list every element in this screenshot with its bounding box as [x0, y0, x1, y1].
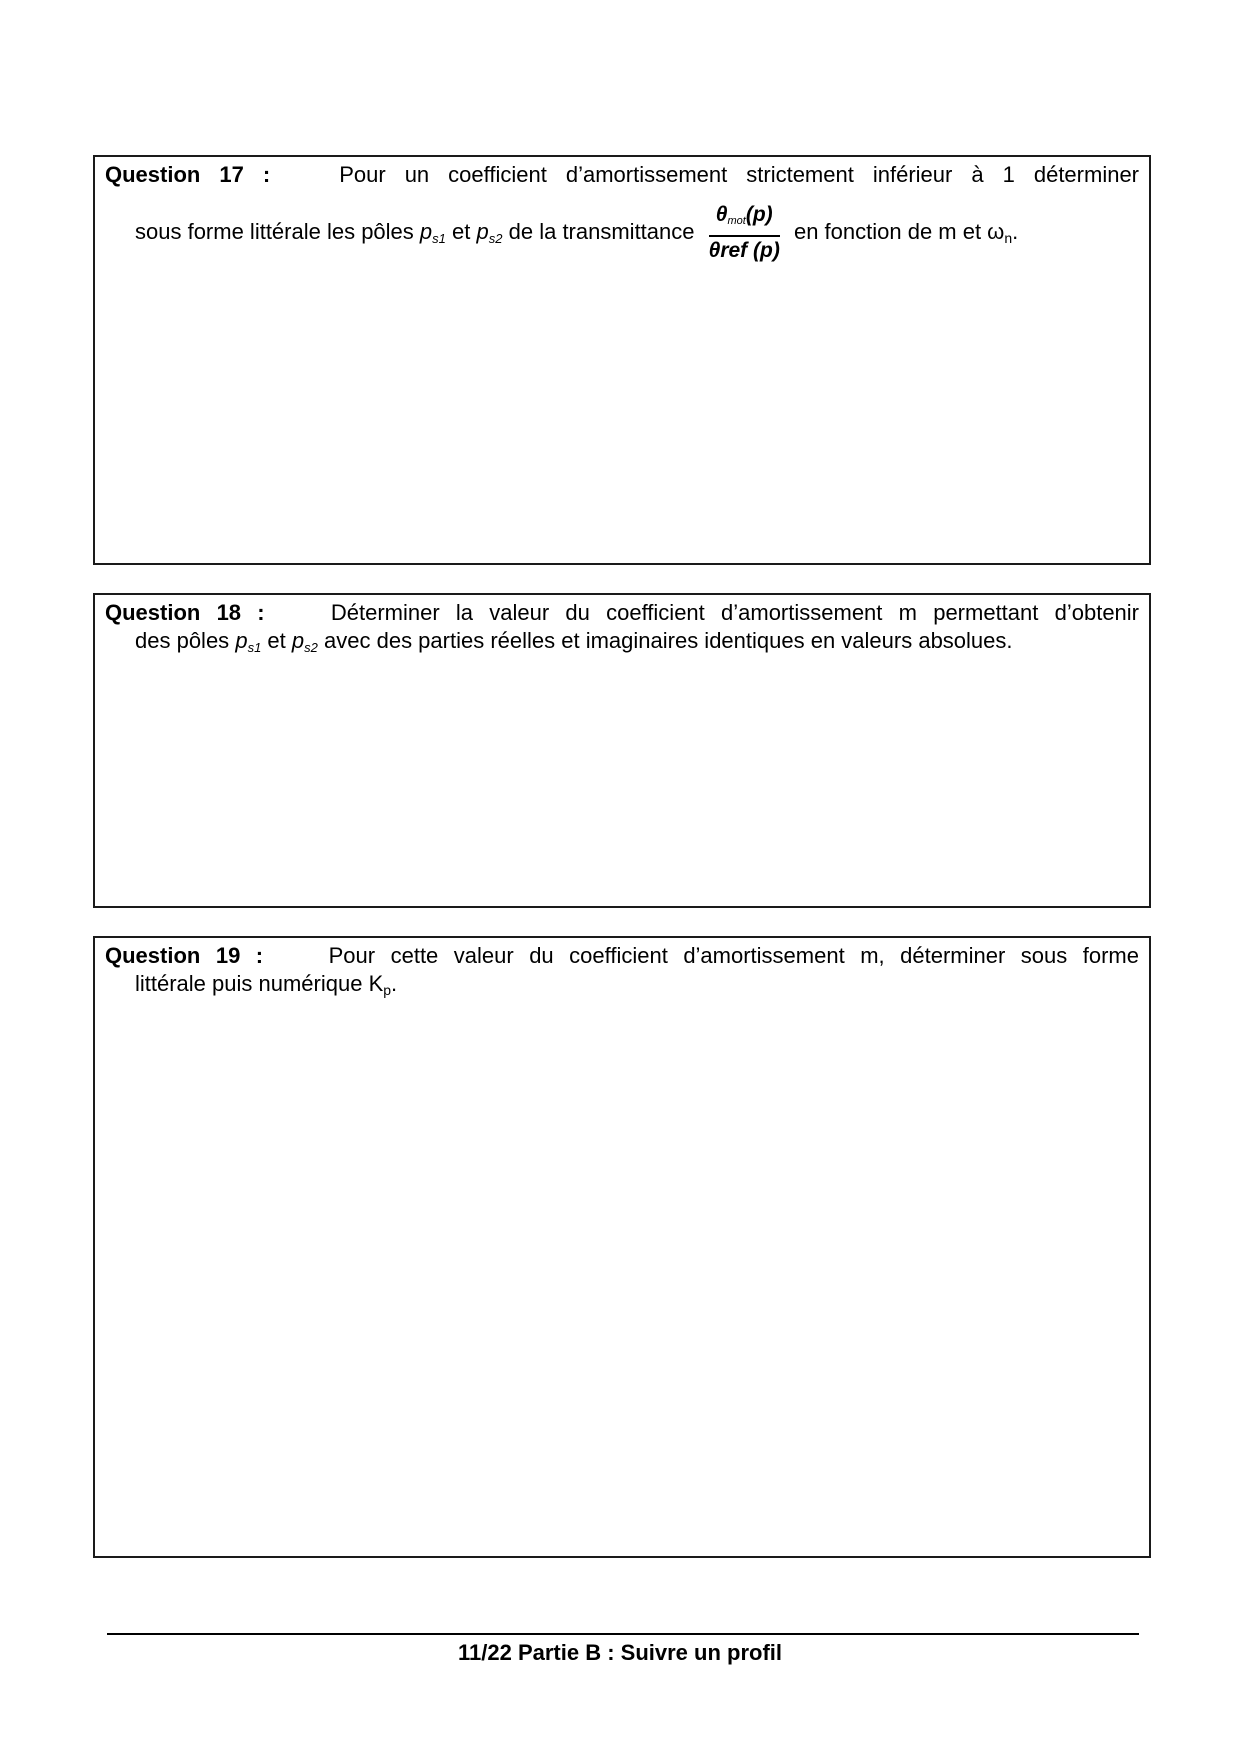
question-19-label: Question 19 : [105, 943, 264, 968]
question-17-box [93, 155, 1151, 565]
transfer-function-fraction [709, 203, 780, 263]
question-18-line2 [135, 626, 1013, 663]
question-19-box [93, 936, 1151, 1558]
question-17-text-b: de la transmittance [508, 218, 695, 244]
kp-subscript: p [383, 982, 392, 998]
question-18-line1: Déterminer la valeur du coefficient d’amortissement m permettant d’obtenir [330, 600, 1139, 625]
question-18-label: Question 18 : [105, 600, 265, 625]
omega-subscript: n [1004, 229, 1013, 246]
question-17-label: Question 17 : [105, 162, 271, 187]
fraction-denominator: θref (p) [708, 239, 780, 262]
question-18-box [93, 593, 1151, 908]
question-17-conj: et [452, 218, 471, 244]
footer-divider [107, 1633, 1139, 1635]
question-19-line2: littérale puis numérique $K_p$. [135, 971, 398, 998]
question-18-text-b: avec des parties réelles et imaginaires identiques en valeurs absolues. [324, 628, 1013, 653]
question-19-header [105, 941, 1139, 971]
question-17-line1: Pour un coefficient d’amortissement strictement inférieur à 1 déterminer [339, 162, 1140, 187]
question-19-line1: Pour cette valeur du coefficient d’amortissement m, déterminer sous forme [328, 943, 1139, 968]
pole-ps2: $p_{s2}$ [476, 218, 503, 246]
question-18-conj: et [267, 628, 286, 653]
fraction-numerator: $\theta_{mot}(p)$ [709, 203, 780, 237]
pole-ps2: $p_{s2}$ [291, 628, 318, 655]
question-17-header [105, 160, 1139, 190]
question-17-text-c: en fonction de m et ω [793, 218, 1005, 244]
page-footer: 11/22 Partie B : Suivre un profil [458, 1640, 782, 1665]
question-18-text-a: des pôles [135, 628, 230, 653]
question-18-header [105, 598, 1139, 628]
pole-ps1: $p_{s1}$ [235, 628, 262, 655]
question-17-line2: sous forme littérale les pôles $p_{s1}$ et $p_{s2}$ de la transmittance $\frac{\theta_{mot}(p)}{\text{θref (p)}}$ en fonction de m et $\omega_n$. [135, 203, 1019, 262]
question-19-text-a: littérale puis numérique K [135, 971, 384, 996]
question-17-text-a: sous forme littérale les pôles [135, 218, 414, 244]
pole-ps1: $p_{s1}$ [419, 218, 446, 246]
